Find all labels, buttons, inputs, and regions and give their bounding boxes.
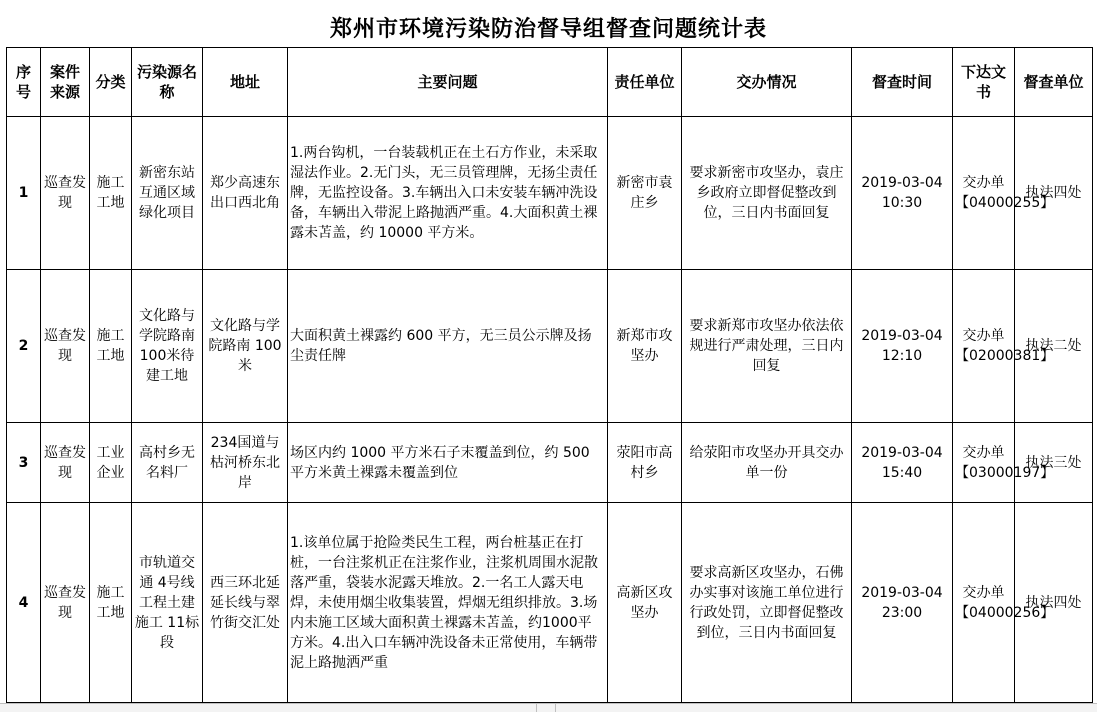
table-row	[7, 503, 1093, 703]
cell-no: 3	[7, 423, 41, 503]
header-cell-doc: 下达文书	[953, 48, 1015, 117]
divider	[536, 704, 537, 712]
cell-category: 施工工地	[90, 270, 132, 423]
cell-time: 2019-03-04 10:30	[852, 117, 953, 270]
cell-name: 文化路与学院路南100米待建工地	[132, 270, 203, 423]
cell-doc: 交办单【04000255】	[953, 117, 1015, 270]
cell-address: 文化路与学院路南 100米	[203, 270, 288, 423]
cell-name: 市轨道交通 4号线工程土建施工 11标段	[132, 503, 203, 703]
header-row	[7, 48, 1093, 117]
header-cell-unit: 责任单位	[608, 48, 682, 117]
cell-problem: 场区内约 1000 平方米石子末覆盖到位，约 500 平方米黄土裸露未覆盖到位	[288, 423, 608, 503]
statistics-table	[6, 47, 1093, 703]
cell-category: 施工工地	[90, 117, 132, 270]
header-cell-source: 案件来源	[41, 48, 90, 117]
cell-supervisor: 执法四处	[1015, 503, 1093, 703]
cell-handling: 要求高新区攻坚办，石佛办实事对该施工单位进行行政处罚，立即督促整改到位，三日内书面回复	[682, 503, 852, 703]
cell-source: 巡查发现	[41, 270, 90, 423]
cell-category: 施工工地	[90, 503, 132, 703]
header-cell-name: 污染源名称	[132, 48, 203, 117]
cell-no: 4	[7, 503, 41, 703]
cell-handling: 给荥阳市攻坚办开具交办单一份	[682, 423, 852, 503]
cell-source: 巡查发现	[41, 423, 90, 503]
header-cell-problem: 主要问题	[288, 48, 608, 117]
cell-name: 新密东站互通区域绿化项目	[132, 117, 203, 270]
cell-supervisor: 执法三处	[1015, 423, 1093, 503]
cell-unit: 高新区攻坚办	[608, 503, 682, 703]
header-cell-category: 分类	[90, 48, 132, 117]
page-title: 郑州市环境污染防治督导组督查问题统计表	[329, 17, 767, 42]
cell-unit: 荥阳市高村乡	[608, 423, 682, 503]
cell-time: 2019-03-04 12:10	[852, 270, 953, 423]
cell-problem: 1.两台钩机，一台装载机正在土石方作业，未采取湿法作业。2.无门头，无三员管理牌，无扬尘责任牌，无监控设备。3.车辆出入口未安装车辆冲洗设备，车辆出入带泥上路抛洒严重。4.大面积黄土裸露未苫盖，约 10000 平方米。	[288, 117, 608, 270]
cell-problem: 1.该单位属于抢险类民生工程，两台桩基正在打桩，一台注浆机正在注浆作业，注浆机周围水泥散落严重，袋装水泥露天堆放。2.一名工人露天电焊，未使用烟尘收集装置，焊烟无组织排放。3.场内未施工区域大面积黄土裸露未苫盖，约1000平方米。4.出入口车辆冲洗设备未正常使用，车辆带泥上路抛洒严重	[288, 503, 608, 703]
header-cell-no: 序号	[7, 48, 41, 117]
cell-no: 1	[7, 117, 41, 270]
cell-unit: 新郑市攻坚办	[608, 270, 682, 423]
cell-source: 巡查发现	[41, 117, 90, 270]
header-cell-address: 地址	[203, 48, 288, 117]
cell-handling: 要求新郑市攻坚办依法依规进行严肃处理，三日内回复	[682, 270, 852, 423]
cell-category: 工业企业	[90, 423, 132, 503]
cell-address: 西三环北延延长线与翠竹街交汇处	[203, 503, 288, 703]
cell-problem: 大面积黄土裸露约 600 平方，无三员公示牌及扬尘责任牌	[288, 270, 608, 423]
cell-address: 郑少高速东出口西北角	[203, 117, 288, 270]
cell-doc: 交办单【04000256】	[953, 503, 1015, 703]
cell-supervisor: 执法四处	[1015, 117, 1093, 270]
cell-handling: 要求新密市攻坚办，袁庄乡政府立即督促整改到位，三日内书面回复	[682, 117, 852, 270]
cell-no: 2	[7, 270, 41, 423]
cell-source: 巡查发现	[41, 503, 90, 703]
sheet-bottom-strip	[0, 703, 1097, 712]
divider	[555, 704, 556, 712]
table-row	[7, 270, 1093, 423]
cell-time: 2019-03-04 15:40	[852, 423, 953, 503]
cell-unit: 新密市袁庄乡	[608, 117, 682, 270]
cell-time: 2019-03-04 23:00	[852, 503, 953, 703]
cell-supervisor: 执法二处	[1015, 270, 1093, 423]
cell-address: 234国道与枯河桥东北岸	[203, 423, 288, 503]
table-row	[7, 117, 1093, 270]
cell-doc: 交办单【02000381】	[953, 270, 1015, 423]
table-row	[7, 423, 1093, 503]
header-cell-time: 督查时间	[852, 48, 953, 117]
header-cell-supervisor: 督查单位	[1015, 48, 1093, 117]
cell-name: 高村乡无名料厂	[132, 423, 203, 503]
header-cell-handling: 交办情况	[682, 48, 852, 117]
cell-doc: 交办单【03000197】	[953, 423, 1015, 503]
